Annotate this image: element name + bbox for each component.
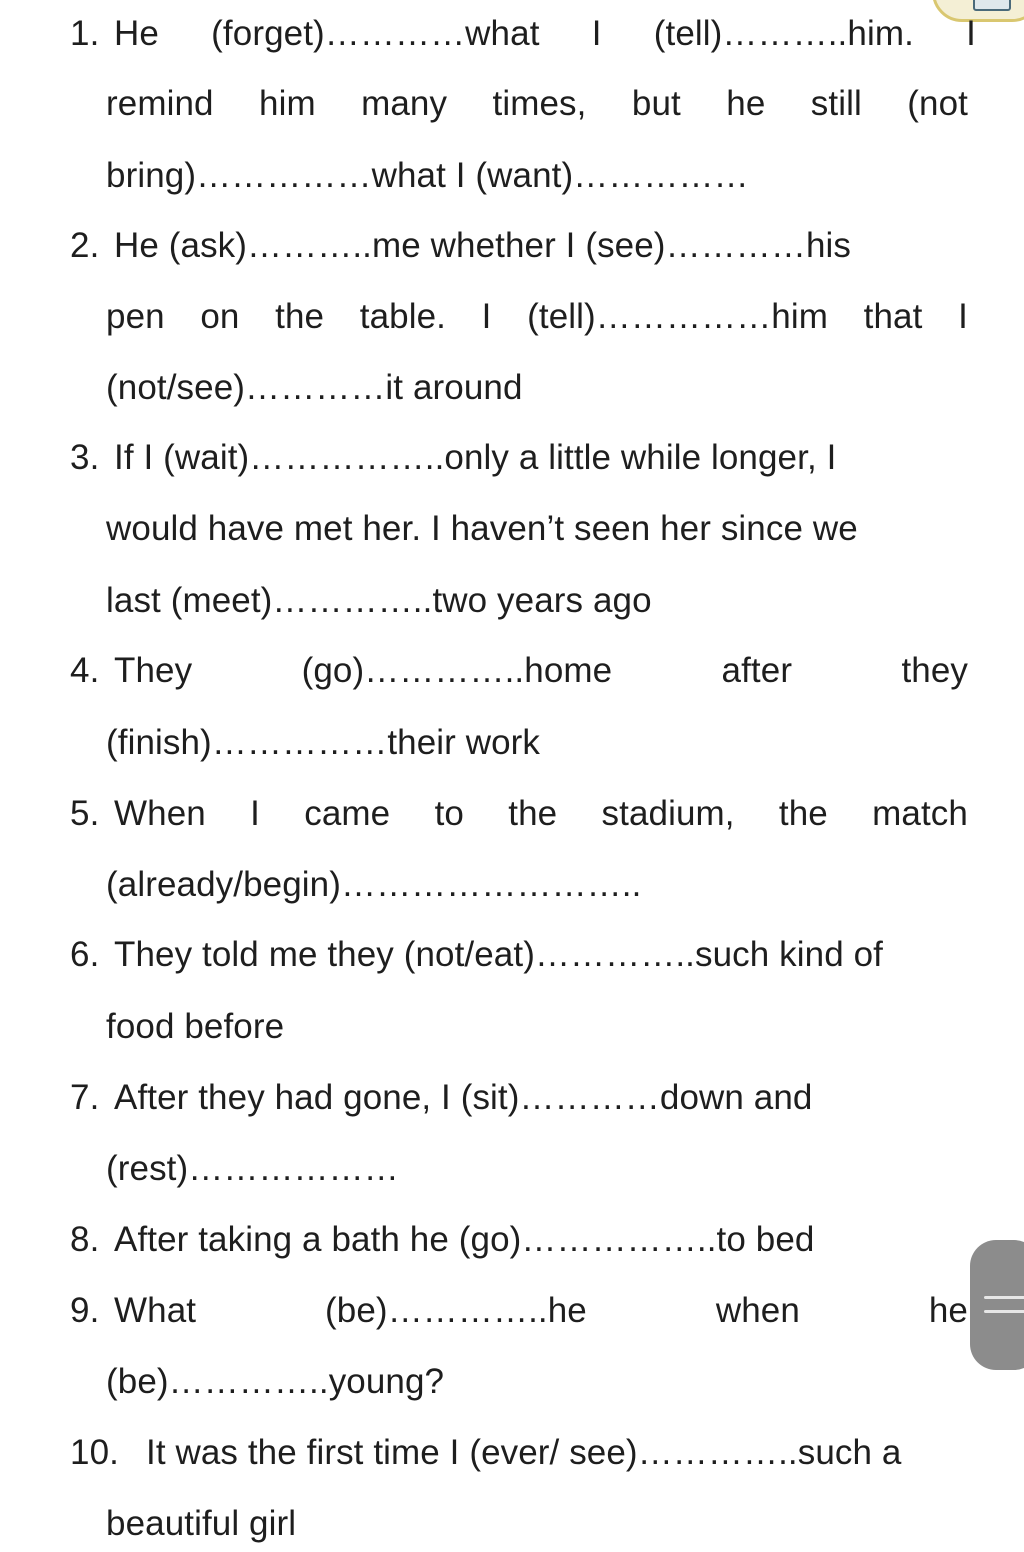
exercise-text: What bbox=[114, 1291, 197, 1330]
exercise-text: still bbox=[810, 84, 862, 123]
exercise-text: the bbox=[508, 794, 558, 833]
exercise-line bbox=[114, 1291, 968, 1331]
exercise-number: 10. bbox=[70, 1433, 119, 1472]
exercise-text: him bbox=[259, 84, 316, 123]
exercise-text: on bbox=[200, 297, 240, 336]
exercise-text: After taking a bath he (go)……………..to bed bbox=[114, 1220, 815, 1259]
exercise-text: I bbox=[966, 14, 976, 53]
scroll-handle[interactable] bbox=[970, 1240, 1024, 1370]
exercise-line bbox=[106, 509, 858, 549]
exercise-text: he bbox=[928, 1291, 968, 1330]
exercise-line bbox=[106, 84, 968, 124]
exercise-text: came bbox=[304, 794, 391, 833]
exercise-line bbox=[146, 1433, 901, 1473]
exercise-text: match bbox=[872, 794, 968, 833]
exercise-text: I bbox=[958, 297, 968, 336]
exercise-text: (finish)……………their work bbox=[106, 723, 541, 762]
exercise-line bbox=[106, 368, 523, 408]
exercise-number: 7. bbox=[70, 1078, 100, 1117]
exercise-text: If I (wait)……………..only a little while longer, I bbox=[114, 438, 837, 477]
exercise-number: 2. bbox=[70, 226, 100, 265]
exercise-text: I bbox=[591, 14, 602, 53]
exercise-text: when bbox=[715, 1291, 800, 1330]
exercise-text: It was the first time I (ever/ see)…………..such a bbox=[146, 1433, 902, 1472]
exercise-text: they bbox=[901, 651, 968, 690]
exercise-line bbox=[114, 651, 968, 691]
exercise-line bbox=[114, 14, 976, 54]
exercise-text: (not/see)…………it around bbox=[106, 368, 523, 407]
exercise-text: food before bbox=[106, 1007, 285, 1046]
exercise-line bbox=[106, 1149, 399, 1189]
exercise-text: I bbox=[250, 794, 260, 833]
exercise-number: 1. bbox=[70, 14, 100, 53]
exercise-text: many bbox=[361, 84, 448, 123]
exercise-line bbox=[106, 1504, 296, 1544]
exercise-text: last (meet)…………..two years ago bbox=[106, 581, 652, 620]
exercise-text: times, bbox=[492, 84, 587, 123]
exercise-line bbox=[114, 1078, 813, 1118]
exercise-text: They bbox=[114, 651, 193, 690]
exercise-number: 5. bbox=[70, 794, 100, 833]
exercise-text: (tell)………..him. bbox=[653, 14, 914, 53]
exercise-text: table. bbox=[359, 297, 447, 336]
exercise-text: he bbox=[726, 84, 766, 123]
exercise-text: (be)…………..he bbox=[325, 1291, 587, 1330]
exercise-number: 8. bbox=[70, 1220, 100, 1259]
exercise-text: (go)…………..home bbox=[301, 651, 613, 690]
exercise-line bbox=[106, 581, 652, 621]
exercise-text: remind bbox=[106, 84, 214, 123]
exercise-text: the bbox=[778, 794, 828, 833]
exercise-text: (forget)…………what bbox=[211, 14, 540, 53]
exercise-text: (rest)……………… bbox=[106, 1149, 399, 1188]
exercise-number: 9. bbox=[70, 1291, 100, 1330]
exercise-line bbox=[106, 1362, 444, 1402]
exercise-text: (be)…………..young? bbox=[106, 1362, 445, 1401]
exercise-text: but bbox=[631, 84, 681, 123]
exercise-text: that bbox=[863, 297, 923, 336]
exercise-text: (not bbox=[907, 84, 968, 123]
exercise-number: 3. bbox=[70, 438, 100, 477]
exercise-text: He bbox=[114, 14, 159, 53]
exercise-text: I bbox=[481, 297, 492, 336]
exercise-text: after bbox=[721, 651, 793, 690]
exercise-text: beautiful girl bbox=[106, 1504, 297, 1543]
exercise-number: 6. bbox=[70, 935, 100, 974]
exercise-text: would have met her. I haven’t seen her since we bbox=[106, 509, 858, 548]
exercise-line bbox=[106, 156, 749, 196]
exercise-line bbox=[114, 438, 836, 478]
exercise-line bbox=[106, 297, 968, 337]
exercise-line bbox=[106, 1007, 284, 1047]
exercise-text: to bbox=[434, 794, 464, 833]
exercise-text: He (ask)………..me whether I (see)…………his bbox=[114, 226, 852, 265]
exercise-text: When bbox=[114, 794, 206, 833]
exercise-line bbox=[114, 935, 883, 975]
exercise-text: the bbox=[275, 297, 325, 336]
exercise-text: After they had gone, I (sit)…………down and bbox=[114, 1078, 813, 1117]
exercise-line bbox=[106, 865, 641, 905]
exercise-text: (already/begin)…………………….. bbox=[106, 865, 642, 904]
exercise-text: pen bbox=[106, 297, 165, 336]
exercise-line bbox=[106, 723, 540, 763]
exercise-text: They told me they (not/eat)…………..such kind of bbox=[114, 935, 883, 974]
exercise-text: (tell)……………him bbox=[527, 297, 829, 336]
exercise-line bbox=[114, 226, 851, 266]
exercise-text: bring)……………what I (want)…………… bbox=[106, 156, 749, 195]
exercise-text: stadium, bbox=[601, 794, 735, 833]
exercise-number: 4. bbox=[70, 651, 100, 690]
exercise-line bbox=[114, 794, 968, 834]
exercise-line bbox=[114, 1220, 814, 1260]
